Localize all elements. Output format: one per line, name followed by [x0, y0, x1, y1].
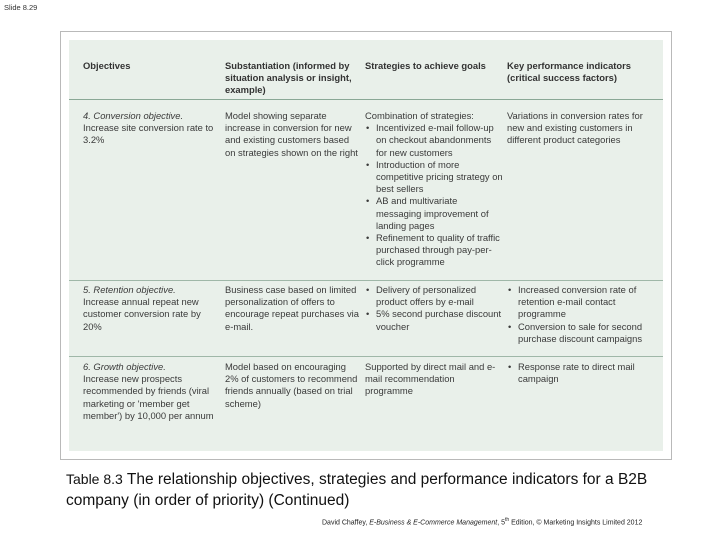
slide-number-label: Slide 8.29 [4, 3, 38, 12]
footer-edition-suffix: th [505, 517, 510, 523]
kpi-item: • Increased conversion rate of retention e-mail contact programme [507, 284, 649, 321]
kpi-cell: Variations in conversion rates for new and existing customers in different product categories [507, 110, 643, 146]
kpi-item: • Response rate to direct mail campaign [507, 361, 649, 385]
strategy-item: • Incentivized e-mail follow-up on checkout abandonments for new customers [365, 122, 503, 159]
strategies-cell: Supported by direct mail and e-mail recommendation programme [365, 361, 496, 397]
strategies-cell [365, 110, 503, 269]
objective-text: Increase new prospects recommended by friends (viral marketing or 'member get member') by 10,000 per annum [83, 373, 214, 421]
objective-name: 6. Growth objective. [83, 361, 166, 372]
objective-cell [83, 110, 217, 147]
table-caption [66, 469, 686, 511]
objective-text: Increase site conversion rate to 3.2% [83, 122, 214, 146]
strategy-item: • Refinement to quality of traffic purchased through pay-per-click programme [365, 232, 503, 269]
row-divider [69, 280, 663, 281]
caption-text: The relationship objectives, strategies and performance indicators for a B2B company (in order of priority) (Continued) [66, 471, 648, 509]
kpi-list [507, 284, 649, 345]
strategy-list [365, 122, 503, 268]
strategy-item: • AB and multivariate messaging improvement of landing pages [365, 195, 503, 232]
footer-edition: , 5 [497, 519, 506, 527]
footer-book-title: E-Business & E-Commerce Management [369, 519, 498, 527]
kpi-cell [507, 361, 649, 385]
strategies-cell [365, 284, 503, 333]
objective-name: 4. Conversion objective. [83, 110, 184, 121]
kpi-item: • Conversion to sale for second purchase discount campaigns [507, 321, 649, 345]
substantiation-cell: Model based on encouraging 2% of customers to recommend friends annually (based on trial scheme) [225, 361, 358, 409]
objective-cell [83, 361, 217, 422]
table-number: Table 8.3 [66, 471, 123, 487]
strategy-item: • 5% second purchase discount voucher [365, 308, 503, 332]
objective-cell [83, 284, 217, 333]
substantiation-cell: Business case based on limited personalization of offers to encourage repeat purchases via e-mail. [225, 284, 359, 332]
table-image-frame [60, 31, 672, 460]
row-divider [69, 356, 663, 357]
kpi-cell [507, 284, 649, 345]
footer-copyright: Edition, © Marketing Insights Limited 2012 [509, 519, 643, 527]
header-substantiation: Substantiation (informed by situation analysis or insight, example) [225, 60, 352, 96]
header-objectives: Objectives [83, 60, 131, 71]
kpi-list [507, 361, 649, 385]
table-header-row [69, 40, 663, 100]
strategy-item: • Delivery of personalized product offers by e-mail [365, 284, 503, 308]
header-kpis: Key performance indicators (critical success factors) [507, 60, 631, 84]
strategy-item: • Introduction of more competitive pricing strategy on best sellers [365, 159, 503, 196]
strategy-list [365, 284, 503, 333]
footer-author: David Chaffey, [322, 519, 368, 527]
objective-name: 5. Retention objective. [83, 284, 176, 295]
objective-text: Increase annual repeat new customer conversion rate by 20% [83, 296, 201, 332]
header-strategies: Strategies to achieve goals [365, 60, 486, 71]
strategy-intro: Combination of strategies: [365, 110, 474, 121]
copyright-footer [322, 517, 718, 526]
objectives-table [69, 40, 663, 451]
substantiation-cell: Model showing separate increase in conversion for new and existing customers based on strategies shown on the right [225, 110, 358, 158]
